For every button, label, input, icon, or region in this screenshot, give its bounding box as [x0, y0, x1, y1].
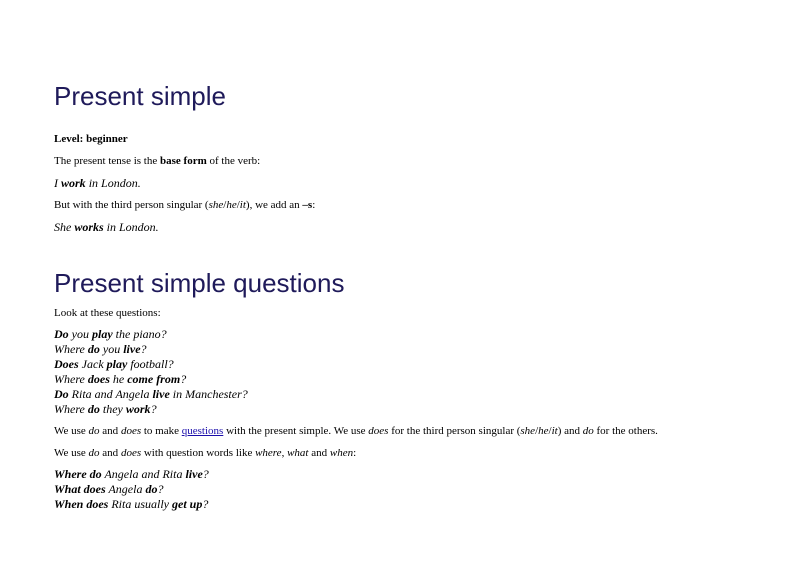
- question-item: Where does he come from?: [54, 372, 187, 386]
- heading-present-simple: Present simple: [54, 81, 226, 111]
- wh-question-examples: [54, 467, 209, 512]
- question-item: Do you play the piano?: [54, 327, 167, 341]
- question-item: Where do you live?: [54, 342, 147, 356]
- base-form-paragraph: The present tense is the base form of the verb:: [54, 155, 261, 167]
- example-i-work: I work in London.: [54, 176, 141, 190]
- heading-present-simple-questions: Present simple questions: [54, 268, 345, 298]
- level-label: Level: beginner: [54, 133, 128, 145]
- question-item: Does Jack play football?: [54, 357, 174, 371]
- question-examples: [54, 327, 248, 417]
- wh-question-item: Where do Angela and Rita live?: [54, 467, 209, 481]
- question-item: Where do they work?: [54, 402, 157, 416]
- wh-words-paragraph: We use do and does with question words like where, what and when:: [54, 447, 357, 459]
- usage-paragraph: We use do and does to make questions with the present simple. We use does for the third person singular (she/he/it) and do for the others.: [54, 425, 658, 437]
- questions-link[interactable]: questions: [181, 425, 224, 437]
- wh-question-item: When does Rita usually get up?: [54, 497, 209, 511]
- third-person-paragraph: But with the third person singular (she/he/it), we add an –s:: [54, 199, 316, 211]
- question-item: Do Rita and Angela live in Manchester?: [54, 387, 248, 401]
- wh-question-item: What does Angela do?: [54, 482, 164, 496]
- questions-intro: Look at these questions:: [54, 307, 161, 319]
- example-she-works: She works in London.: [54, 220, 159, 234]
